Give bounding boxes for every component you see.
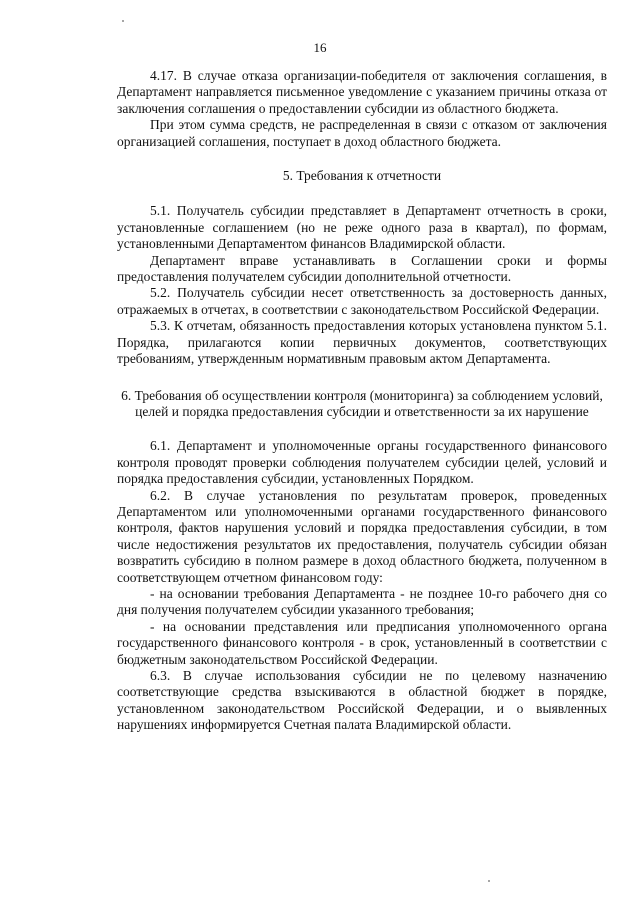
paragraph-5-2: 5.2. Получатель субсидии несет ответственность за достоверность данных, отражаемых в отчетах, в соответствии с законодательством Российской Федерации. — [117, 285, 607, 317]
section-6-heading: 6. Требования об осуществлении контроля (мониторинга) за соблюдением условий, целей и порядка предоставления субсидии и ответственности за их нарушение — [121, 387, 603, 419]
scan-speck — [488, 880, 490, 882]
paragraph-6-2: 6.2. В случае установления по результатам проверок, проведенных Департаментом или уполномоченными органами государственного финансового контроля, фактов нарушения условий и порядка предоставления субсидии, в том числе недостижения результатов их предоставления, получатель субсидии обязан возвратить субсидию в полном размере в доход областного бюджета, полученном в соответствующем отчетном финансовом году: — [117, 487, 607, 585]
section-5-heading: 5. Требования к отчетности — [282, 168, 442, 184]
document-body — [117, 68, 607, 734]
scan-speck — [122, 20, 124, 22]
paragraph-5-1: 5.1. Получатель субсидии представляет в Департамент отчетность в сроки, установленные соглашением (но не реже одного раза в квартал), по формам, установленными Департаментом финансов Владимирской области. — [117, 203, 607, 252]
paragraph-6-3: 6.3. В случае использования субсидии не по целевому назначению соответствующие средства взыскиваются в областной бюджет в порядке, установленном законодательством Российской Федерации, и о выявленных нарушениях информируется Счетная палата Владимирской области. — [117, 668, 607, 733]
paragraph-6-2-item-2: - на основании представления или предписания уполномоченного органа государственного финансового контроля - в срок, установленный в соответствии с бюджетным законодательством Российской Федерации. — [117, 618, 607, 667]
paragraph-6-1: 6.1. Департамент и уполномоченные органы государственного финансового контроля проводят проверки соблюдения получателем субсидии целей, условий и порядка предоставления субсидии, установленных Порядком. — [117, 438, 607, 487]
paragraph-4-17: 4.17. В случае отказа организации-победителя от заключения соглашения, в Департамент направляется письменное уведомление с указанием причины отказа от заключения соглашения о предоставлении субсидии из областного бюджета. — [117, 68, 607, 116]
paragraph-refund-note: При этом сумма средств, не распределенная в связи с отказом от заключения организацией соглашения, поступает в доход областного бюджета. — [117, 117, 607, 149]
paragraph-6-2-item-1: - на основании требования Департамента - не позднее 10-го рабочего дня со дня получения получателем субсидии указанного требования; — [117, 585, 607, 618]
paragraph-5-1-addendum: Департамент вправе устанавливать в Соглашении сроки и формы предоставления получателем субсидии дополнительной отчетности. — [117, 252, 607, 285]
paragraph-5-3: 5.3. К отчетам, обязанность предоставления которых установлена пунктом 5.1. Порядка, прилагаются копии первичных документов, соответствующих требованиям, утвержденным нормативным правовым актом Департамента. — [117, 318, 607, 367]
page-number: 16 — [313, 40, 327, 55]
